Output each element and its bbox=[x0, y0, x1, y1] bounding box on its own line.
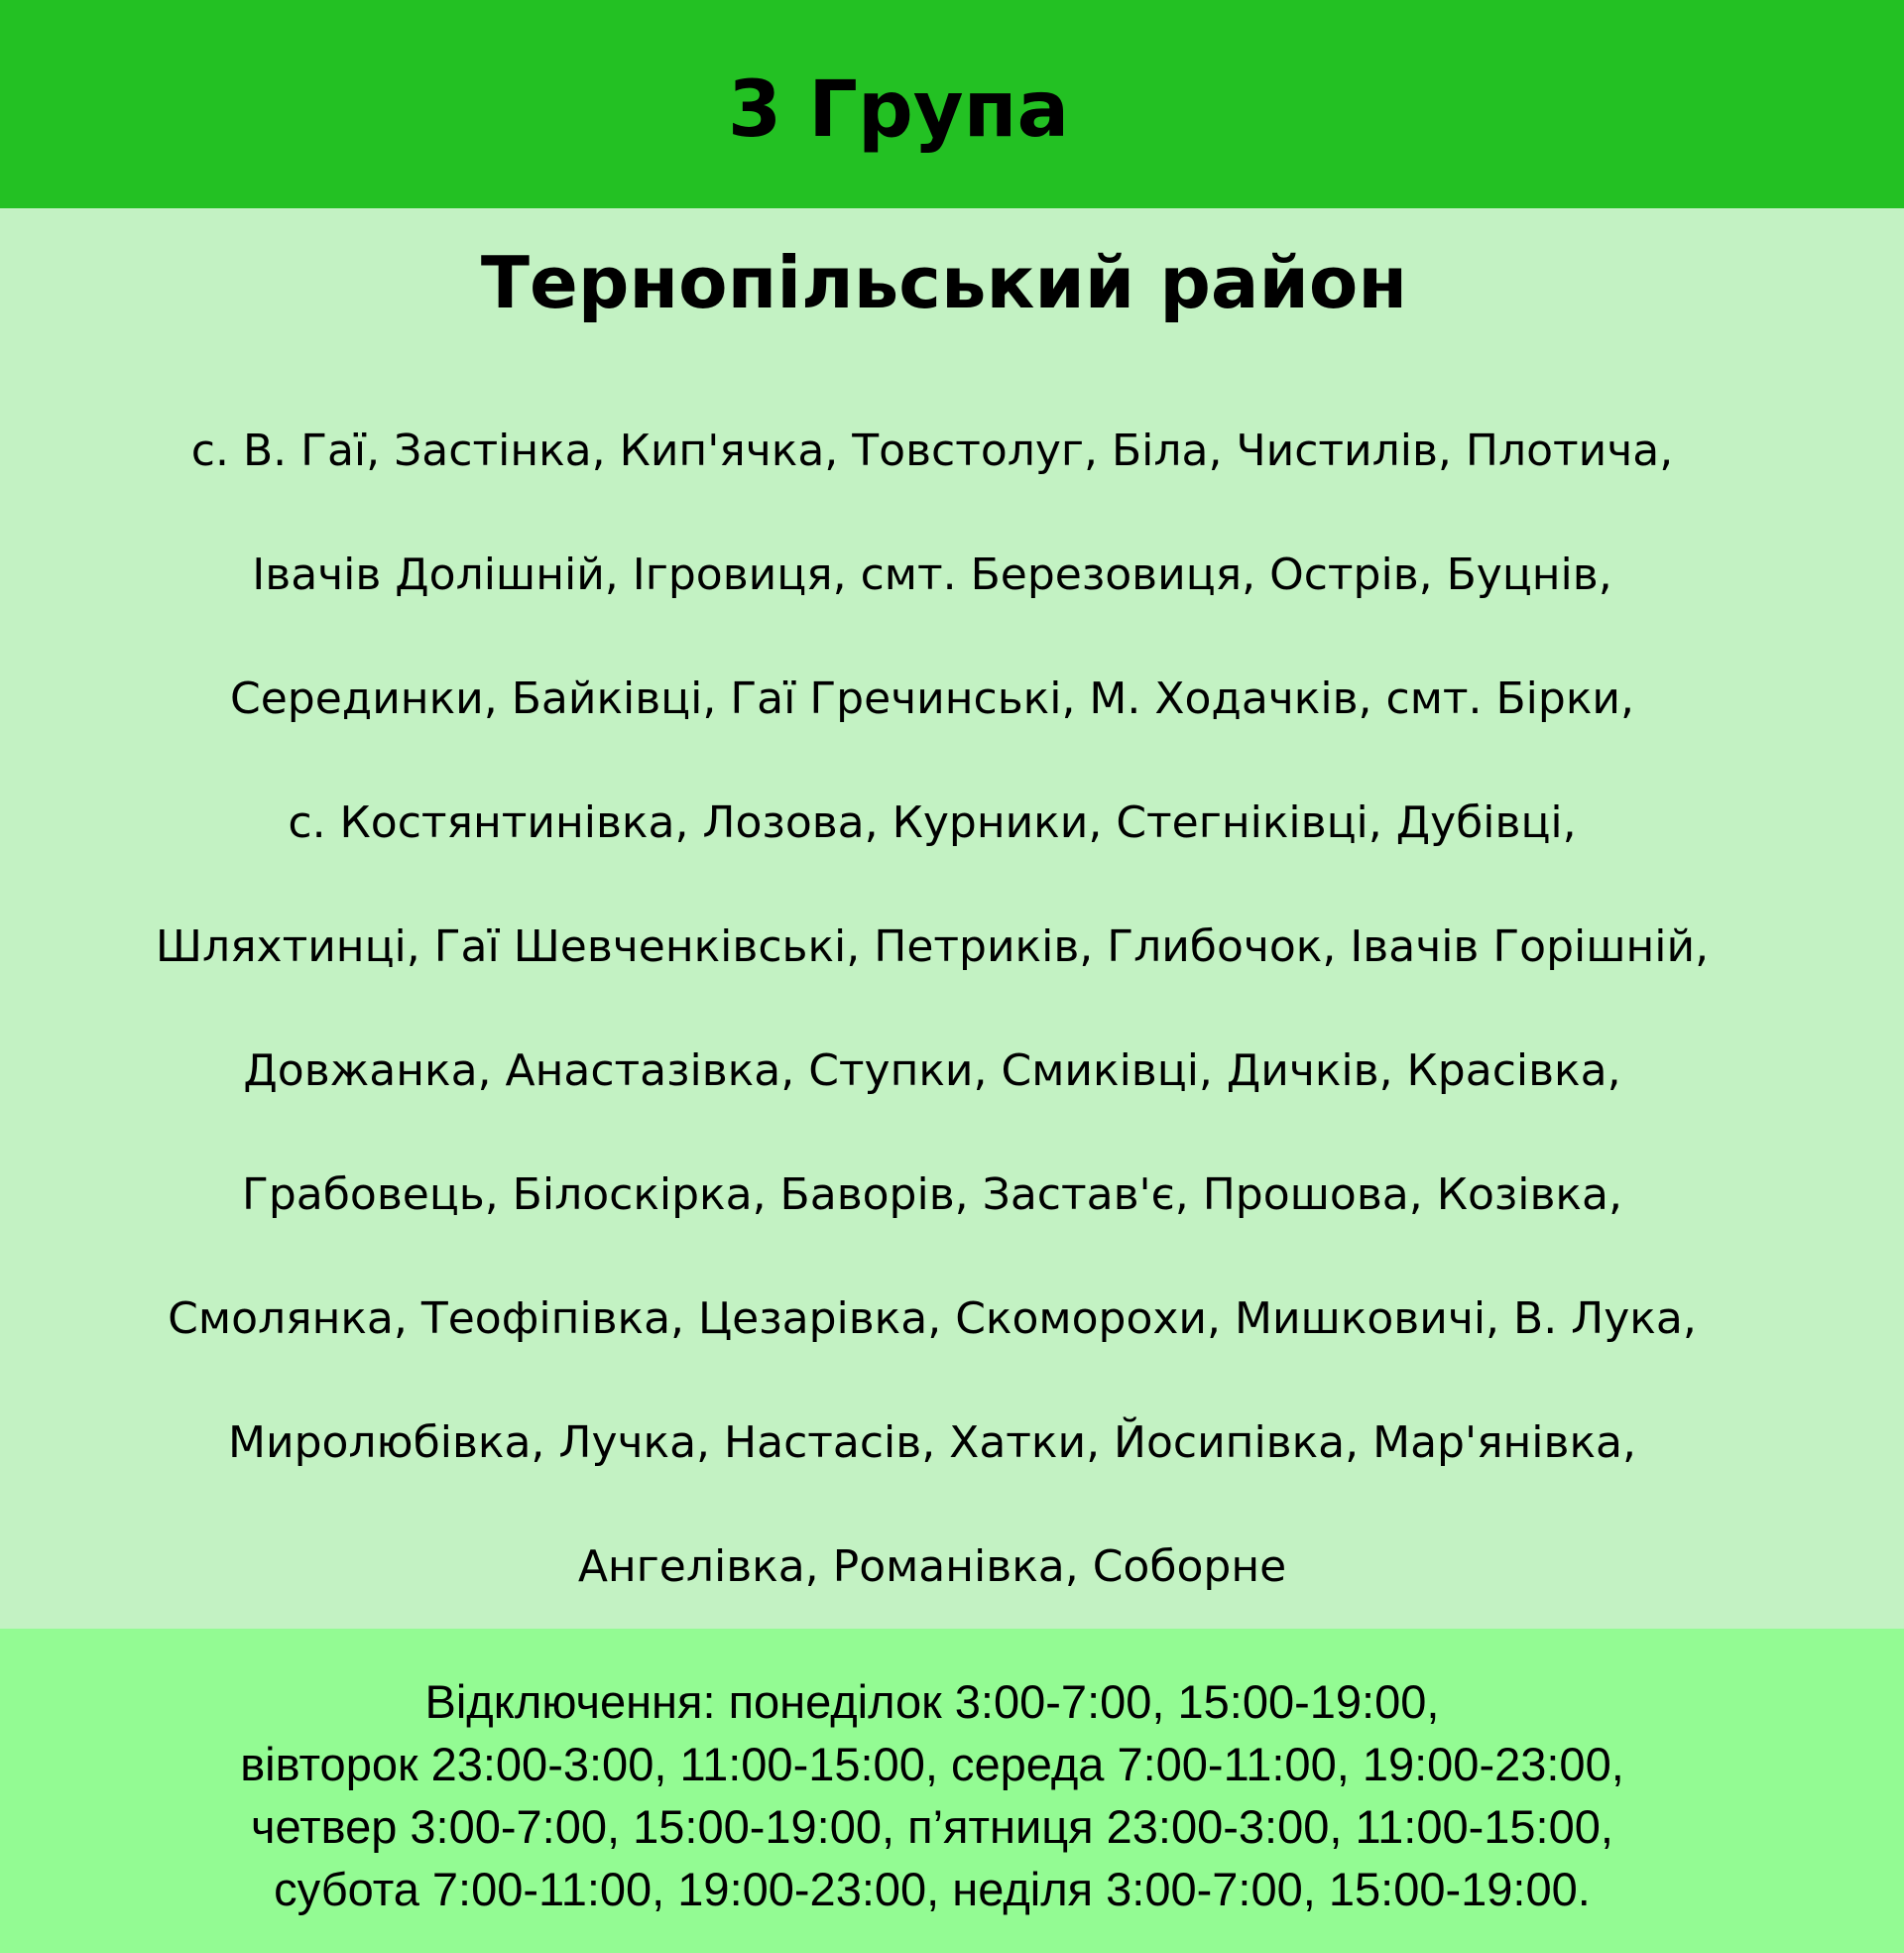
settlement-list bbox=[0, 389, 1864, 1629]
settlement-line: Ангелівка, Романівка, Соборне bbox=[577, 1541, 1287, 1592]
settlement-line: Довжанка, Анастазівка, Ступки, Смиківці, Дичків, Красівка, bbox=[243, 1045, 1621, 1096]
group-title: 3 Група bbox=[727, 65, 1070, 155]
settlement-line: Серединки, Байківці, Гаї Гречинські, М. Ходачків, смт. Бірки, bbox=[229, 673, 1634, 724]
outage-schedule-panel bbox=[0, 1629, 1904, 1953]
district-panel bbox=[0, 208, 1904, 1629]
settlement-line: Івачів Долішній, Ігровиця, смт. Березовиця, Острів, Буцнів, bbox=[252, 549, 1612, 600]
district-title: Тернопільський район bbox=[480, 241, 1408, 324]
schedule-line: вівторок 23:00-3:00, 11:00-15:00, середа 7:00-11:00, 19:00-23:00, bbox=[240, 1738, 1624, 1790]
settlement-line: с. В. Гаї, Застінка, Кип'ячка, Товстолуг, Біла, Чистилів, Плотича, bbox=[190, 426, 1674, 476]
schedule-line: Відключення: понеділок 3:00-7:00, 15:00-19:00, bbox=[424, 1675, 1440, 1728]
group-header bbox=[0, 0, 1904, 208]
settlement-line: Смолянка, Теофіпівка, Цезарівка, Скоморохи, Мишковичі, В. Лука, bbox=[168, 1293, 1697, 1344]
settlement-line: с. Костянтинівка, Лозова, Курники, Стегніківці, Дубівці, bbox=[288, 797, 1577, 848]
settlement-line: Грабовець, Білоскірка, Баворів, Застав'є, Прошова, Козівка, bbox=[242, 1169, 1622, 1220]
schedule-line: субота 7:00-11:00, 19:00-23:00, неділя 3:00-7:00, 15:00-19:00. bbox=[274, 1863, 1591, 1915]
outage-schedule bbox=[0, 1670, 1864, 1920]
settlement-line: Шляхтинці, Гаї Шевченківські, Петриків, Глибочок, Івачів Горішній, bbox=[155, 921, 1710, 972]
schedule-line: четвер 3:00-7:00, 15:00-19:00, п’ятниця 23:00-3:00, 11:00-15:00, bbox=[251, 1800, 1613, 1853]
settlement-line: Миролюбівка, Лучка, Настасів, Хатки, Йосипівка, Мар'янівка, bbox=[228, 1417, 1636, 1468]
